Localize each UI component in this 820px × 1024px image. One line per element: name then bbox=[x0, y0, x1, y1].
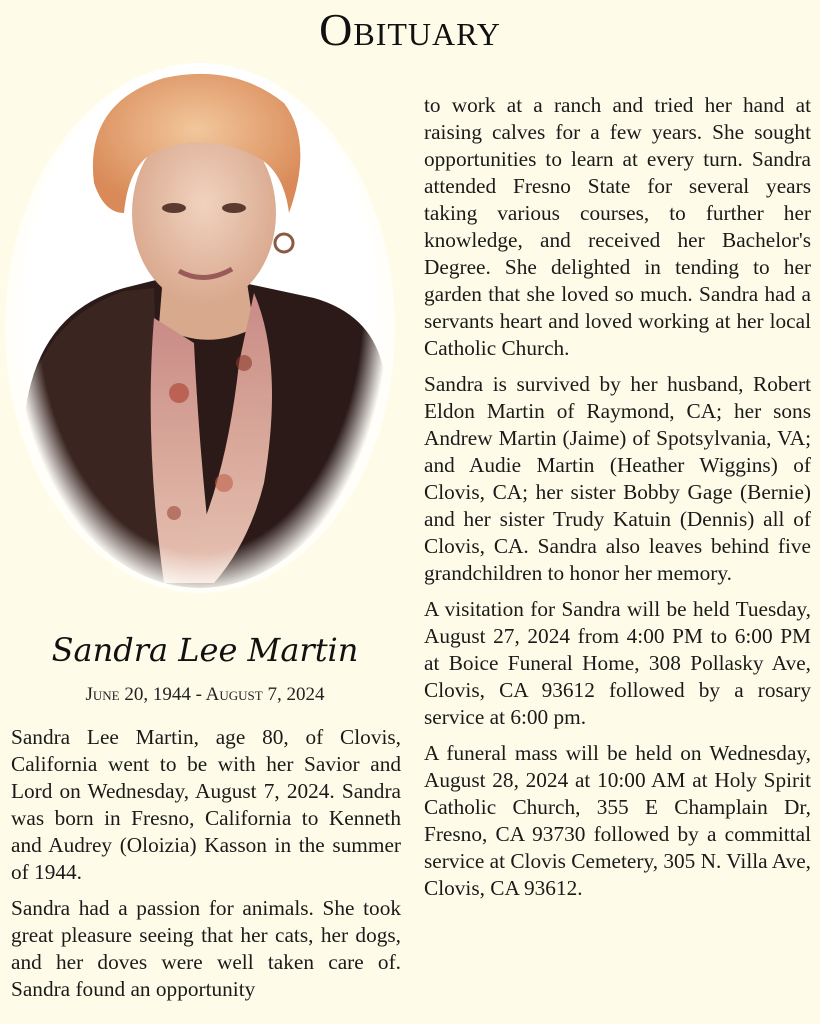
paragraph-funeral-mass: A funeral mass will be held on Wednesday, August 28, 2024 at 10:00 AM at Holy Spirit Catholic Church, 355 E Champlain Dr, Fresno, CA 93730 followed by a committal service at Clovis Cemetery, 305 N. Villa Ave, Clovis, CA 93612. bbox=[424, 741, 811, 900]
paragraph-intro: Sandra Lee Martin, age 80, of Clovis, California went to be with her Savior and Lord on Wednesday, August 7, 2024. Sandra was born in Fresno, California to Kenneth and Audrey (Oloizia) Kasson in the summer of 1944. bbox=[11, 725, 401, 884]
right-column bbox=[424, 92, 811, 911]
life-dates: June 20, 1944 - August 7, 2024 bbox=[85, 684, 325, 705]
paragraph-animals: Sandra had a passion for animals. She took great pleasure seeing that her cats, her dogs, and her doves were well taken care of. Sandra found an opportunity bbox=[11, 896, 401, 1001]
portrait-photo bbox=[14, 63, 386, 588]
page-title: Obituary bbox=[319, 4, 501, 55]
left-column bbox=[11, 724, 401, 1012]
paragraph-survivors: Sandra is survived by her husband, Robert Eldon Martin of Raymond, CA; her sons Andrew Martin (Jaime) of Spotsylvania, VA; and Audie Martin (Heather Wiggins) of Clovis, CA; her sister Bobby Gage (Bernie) and her sister Trudy Katuin (Dennis) all of Clovis, CA. Sandra also leaves behind five grandchildren to honor her memory. bbox=[424, 372, 811, 585]
portrait-illustration bbox=[14, 63, 386, 588]
paragraph-life: to work at a ranch and tried her hand at raising calves for a few years. She sought opportunities to learn at every turn. Sandra attended Fresno State for several years taking various courses, to further her knowledge, and received her Bachelor's Degree. She delighted in tending to her garden that she loved so much. Sandra had a servants heart and loved working at her local Catholic Church. bbox=[424, 93, 811, 360]
paragraph-visitation: A visitation for Sandra will be held Tuesday, August 27, 2024 from 4:00 PM to 6:00 PM at Boice Funeral Home, 308 Pollasky Ave, Clovis, CA 93612 followed by a rosary service at 6:00 pm. bbox=[424, 597, 811, 729]
deceased-name: Sandra Lee Martin bbox=[51, 631, 359, 669]
portrait-frame bbox=[0, 55, 410, 600]
